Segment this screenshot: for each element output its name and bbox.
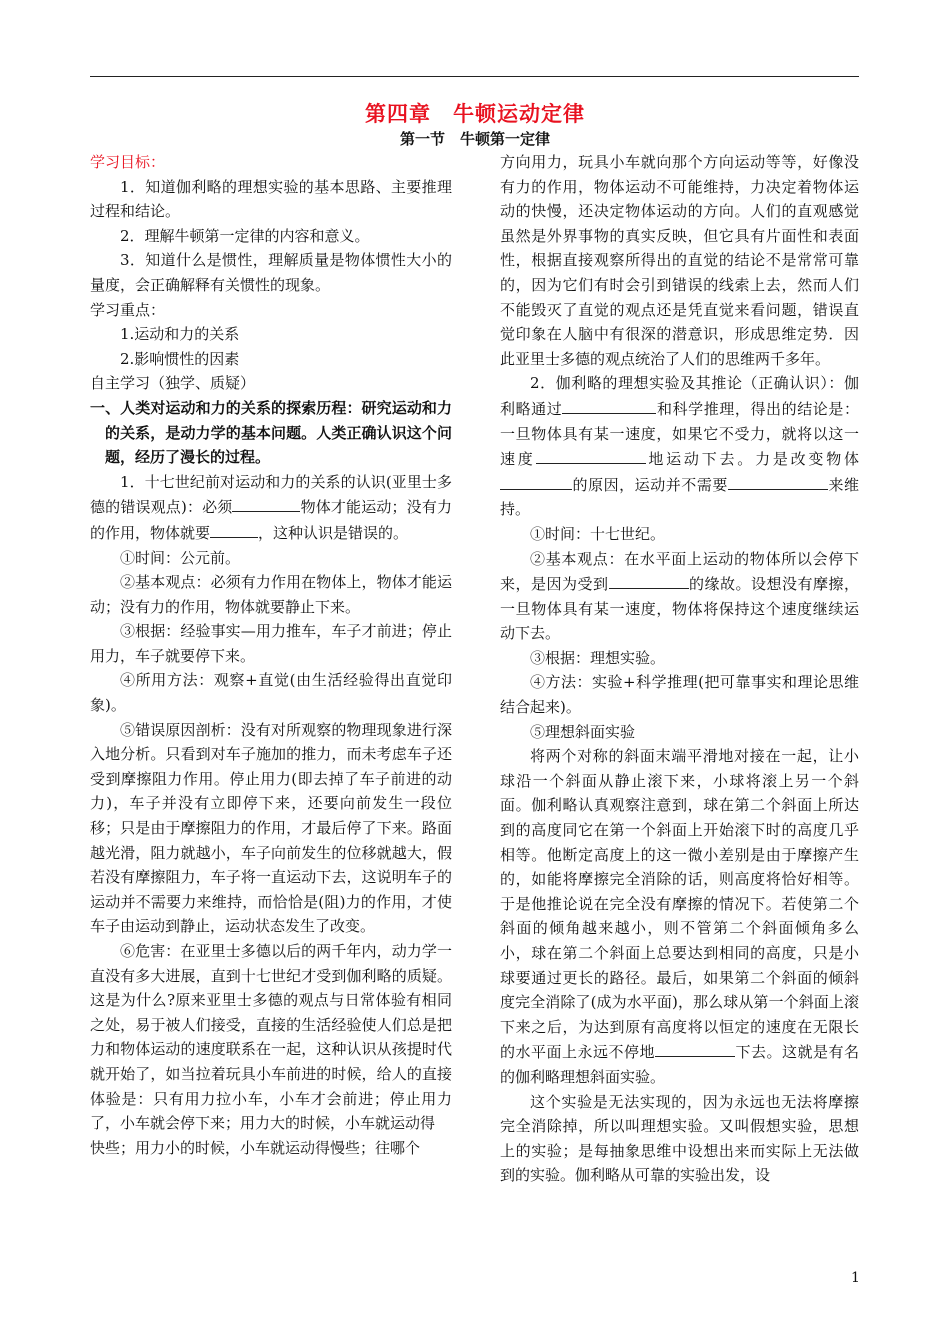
p2-text-e: 来维持。 bbox=[500, 475, 859, 519]
paragraph-aristotle bbox=[90, 470, 452, 546]
goals-heading: 学习目标： bbox=[90, 153, 166, 171]
p2-text-c: 地运动下去。力是改变物体 bbox=[645, 450, 859, 469]
p1-text-c: ，这种认识是错误的。 bbox=[258, 523, 409, 542]
p1-text-a: 1．十七世纪前对运动和力的关系的认识(亚里士多德的错误观点)：必须 bbox=[90, 472, 452, 517]
right-column bbox=[500, 150, 859, 1188]
point-time: ①时间：公元前。 bbox=[120, 548, 241, 567]
g-incline-description bbox=[500, 744, 859, 1089]
point-basis: ③根据：经验事实—用力推车，车子才前进；停止用力，车子就要停下来。 bbox=[90, 622, 452, 665]
g-view-a: ②基本观点：在水平面上运动的物体所以会停下来，是因为受到 bbox=[500, 549, 859, 594]
g-incline-b: 下去。这就是有名的伽利略理想斜面实验。 bbox=[500, 1043, 859, 1086]
goal-1: 1．知道伽利略的理想实验的基本思路、主要推理过程和结论。 bbox=[90, 177, 452, 221]
fill-blank-5[interactable] bbox=[500, 472, 572, 490]
point-method: ④所用方法：观察+直觉(由生活经验得出直觉印象)。 bbox=[90, 671, 452, 715]
g-point-basis: ③根据：理想实验。 bbox=[530, 648, 666, 667]
g-incline-a: 将两个对称的斜面末端平滑地对接在一起，让小球沿一个斜面从静止滚下来，小球将滚上另一个斜面。伽利略认真观察注意到，球在第二个斜面上所达到的高度同它在第一个斜面上开始滚下时的高度几乎相等。他断定高度上的这一微小差别是由于摩擦产生的，如能将摩擦完全消除的话，则高度将恰好相等。于是他推论说在完全没有摩擦的情况下。若使第二个斜面的倾角越来越小，则不管第二个斜面倾角多么小，球在第二个斜面上总要达到相同的高度，只是小球要通过更长的路径。最后，如果第二个斜面的倾斜度完全消除了(成为水平面)，那么球从第一个斜面上滚下来之后，为达到原有高度将以恒定的速度在无限长的水平面上永远不停地 bbox=[500, 747, 859, 1062]
g-view-b: 的缘故。设想没有摩擦，一旦物体具有某一速度，物体将保持这个速度继续运动下去。 bbox=[500, 575, 859, 643]
fill-blank-8[interactable] bbox=[655, 1039, 735, 1057]
g-point-time: ①时间：十七世纪。 bbox=[530, 524, 666, 543]
goal-2: 2．理解牛顿第一定律的内容和意义。 bbox=[120, 226, 370, 245]
key-points-heading: 学习重点： bbox=[90, 300, 166, 319]
p2-text-a: 2．伽利略的理想实验及其推论（正确认识）：伽利略通过 bbox=[500, 374, 859, 418]
continuation-paragraph: 方向用力，玩具小车就向那个方向运动等等，好像没有力的作用，物体运动不可能维持，力决定着物体运动的快慢，还决定物体运动的方向。人们的直观感觉虽然是外界事物的真实反映，但它具有片面性和表面性，根据直接观察所得出的直觉的结论不是常常可靠的，因为它们有时会引到错误的线索上去，然而人们不能毁灭了直觉的观点还是凭直觉来看问题，错误直觉印象在人脑中有很深的潜意识，形成思维定势．因此亚里士多德的观点统治了人们的思维两千多年。 bbox=[500, 153, 859, 368]
fill-blank-4[interactable] bbox=[536, 446, 646, 464]
left-column bbox=[90, 150, 452, 1160]
paragraph-galileo bbox=[500, 371, 859, 522]
p1-text-b: 物体才能运动；没有力的作用，物体就要 bbox=[90, 498, 452, 542]
page-number: 1 bbox=[851, 1270, 860, 1286]
fill-blank-1[interactable] bbox=[232, 494, 300, 512]
self-study-heading: 自主学习（独学、质疑） bbox=[90, 374, 256, 393]
key-point-2: 2.影响惯性的因素 bbox=[120, 349, 240, 368]
point-error: ⑤错误原因剖析：没有对所观察的物理现象进行深入地分析。只看到对车子施加的推力，而未考虑车子还受到摩擦阻力作用。停止用力(即去掉了车子前进的动力)，车子并没有立即停下来，还要向前发生一段位移；只是由于摩擦阻力的作用，才最后停了下来。路面越光滑，阻力就越小，车子向前发生的位移就越大，假若没有摩擦阻力，车子将一直运动下去，这说明车子的运动并不需要力来维持，而恰恰是(阻)力的作用，才使车子由运动到静止，运动状态发生了改变。 bbox=[90, 720, 452, 936]
fill-blank-2[interactable] bbox=[210, 520, 258, 538]
chapter-title: 第四章 牛顿运动定律 bbox=[365, 101, 585, 126]
part1-heading bbox=[90, 396, 452, 470]
g-point-method: ④方法：实验+科学推理(把可靠事实和理论思维结合起来)。 bbox=[500, 673, 859, 717]
p2-text-d: 的原因，运动并不需要 bbox=[572, 475, 728, 494]
point-harm: ⑥危害：在亚里士多德以后的两千年内，动力学一直没有多大进展，直到十七世纪才受到伽利略的质疑。这是为什么?原来亚里士多德的观点与日常体验有相同之处，易于被人们接受，直接的生活经验使人们总是把力和物体运动的速度联系在一起，这种认识从孩提时代就开始了，如当拉着玩具小车前进的时候，给人的直接体验是：只有用力拉小车，小车才会前进；停止用力了，小车就会停下来；用力大的时候，小车就运动得 bbox=[90, 942, 452, 1133]
part1-heading-text: 一、人类对运动和力的关系的探索历程：研究运动和力的关系，是动力学的基本问题。人类正确认识这个问题，经历了漫长的过程。 bbox=[90, 398, 452, 467]
g-incline-title: ⑤理想斜面实验 bbox=[530, 722, 636, 741]
header-rule bbox=[90, 76, 859, 77]
fill-blank-6[interactable] bbox=[728, 472, 828, 490]
goal-3: 3．知道什么是惯性，理解质量是物体惯性大小的量度，会正确解释有关惯性的现象。 bbox=[90, 251, 452, 294]
fill-blank-7[interactable] bbox=[609, 571, 689, 589]
p2-text-b: 和科学推理，得出的结论是：一旦物体具有某一速度，如果它不受力，就将以这一速度 bbox=[500, 399, 859, 469]
point-view: ②基本观点：必须有力作用在物体上，物体才能运动；没有力的作用，物体就要静止下来。 bbox=[90, 573, 452, 616]
key-point-1: 1.运动和力的关系 bbox=[120, 325, 240, 344]
g-point-view bbox=[500, 547, 859, 646]
fill-blank-3[interactable] bbox=[562, 396, 656, 414]
g-unreal-paragraph: 这个实验是无法实现的，因为永远也无法将摩擦完全消除掉，所以叫理想实验。又叫假想实验，思想上的实验；是每抽象思维中设想出来而实际上无法做到的实验。伽利略从可靠的实验出发，设 bbox=[500, 1092, 859, 1185]
section-title: 第一节 牛顿第一定律 bbox=[399, 130, 550, 148]
point-harm-end: 快些；用力小的时候，小车就运动得慢些；往哪个 bbox=[90, 1138, 421, 1157]
